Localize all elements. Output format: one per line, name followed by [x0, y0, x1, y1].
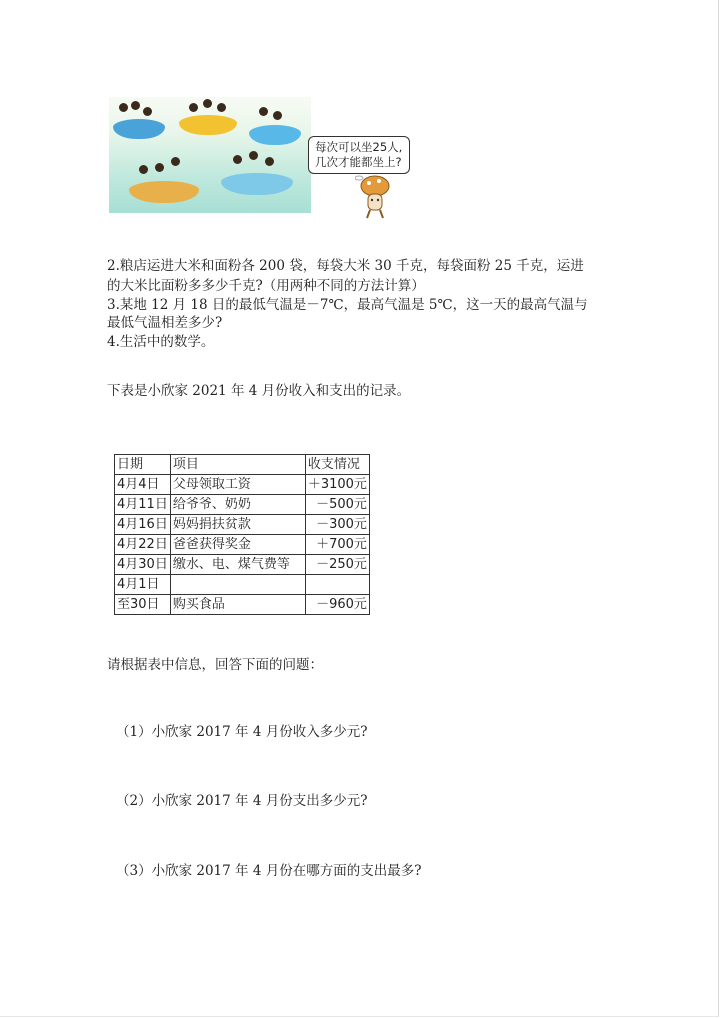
mushroom-character-icon [355, 172, 393, 220]
cell-amount: －300元 [305, 515, 369, 535]
header-amount: 收支情况 [305, 455, 369, 475]
cell-date: 4月30日 [115, 555, 171, 575]
cell-item: 购买食品 [170, 595, 305, 615]
cell-amount [305, 575, 369, 595]
income-expense-table [114, 454, 370, 615]
table-row [115, 495, 370, 515]
header-date: 日期 [115, 455, 171, 475]
cell-date: 4月1日 [115, 575, 171, 595]
cell-amount: ＋700元 [305, 535, 369, 555]
problem-3-line-1: 3.某地 12 月 18 日的最低气温是－7℃，最高气温是 5℃，这一天的最高气温与 [107, 297, 588, 313]
cell-item [170, 575, 305, 595]
cell-item: 爸爸获得奖金 [170, 535, 305, 555]
header-item: 项目 [170, 455, 305, 475]
cell-date: 4月22日 [115, 535, 171, 555]
problem-2-line-1: 2.粮店运进大米和面粉各 200 袋，每袋大米 30 千克，每袋面粉 25 千克，运进 [107, 258, 584, 274]
cell-date: 4月4日 [115, 475, 171, 495]
table-row [115, 535, 370, 555]
problem-3-line-2: 最低气温相差多少? [107, 315, 223, 331]
problem-2-line-2: 的大米比面粉多多少千克?（用两种不同的方法计算） [107, 278, 425, 294]
cell-amount: ＋3100元 [305, 475, 369, 495]
question-3: （3）小欣家 2017 年 4 月份在哪方面的支出最多? [116, 863, 422, 879]
boats-illustration [109, 97, 311, 213]
speech-line: 每次可以坐25人, [315, 140, 403, 154]
cell-amount: －960元 [305, 595, 369, 615]
question-1: （1）小欣家 2017 年 4 月份收入多少元? [116, 724, 368, 740]
cell-date: 4月16日 [115, 515, 171, 535]
cell-item: 父母领取工资 [170, 475, 305, 495]
table-intro: 下表是小欣家 2021 年 4 月份收入和支出的记录。 [107, 383, 411, 399]
speech-bubble [308, 136, 410, 174]
cell-amount: －500元 [305, 495, 369, 515]
cell-item: 缴水、电、煤气费等 [170, 555, 305, 575]
problem-4: 4.生活中的数学。 [107, 334, 215, 350]
cell-amount: －250元 [305, 555, 369, 575]
speech-line: 几次才能都坐上? [315, 155, 402, 169]
cell-item: 妈妈捐扶贫款 [170, 515, 305, 535]
table-row [115, 575, 370, 595]
table-row [115, 515, 370, 535]
table-row [115, 555, 370, 575]
cell-date: 4月11日 [115, 495, 171, 515]
table-header-row [115, 455, 370, 475]
question-2: （2）小欣家 2017 年 4 月份支出多少元? [116, 793, 368, 809]
table-row [115, 475, 370, 495]
cell-date: 至30日 [115, 595, 171, 615]
table-row [115, 595, 370, 615]
cell-item: 给爷爷、奶奶 [170, 495, 305, 515]
questions-prompt: 请根据表中信息，回答下面的问题： [107, 657, 323, 673]
